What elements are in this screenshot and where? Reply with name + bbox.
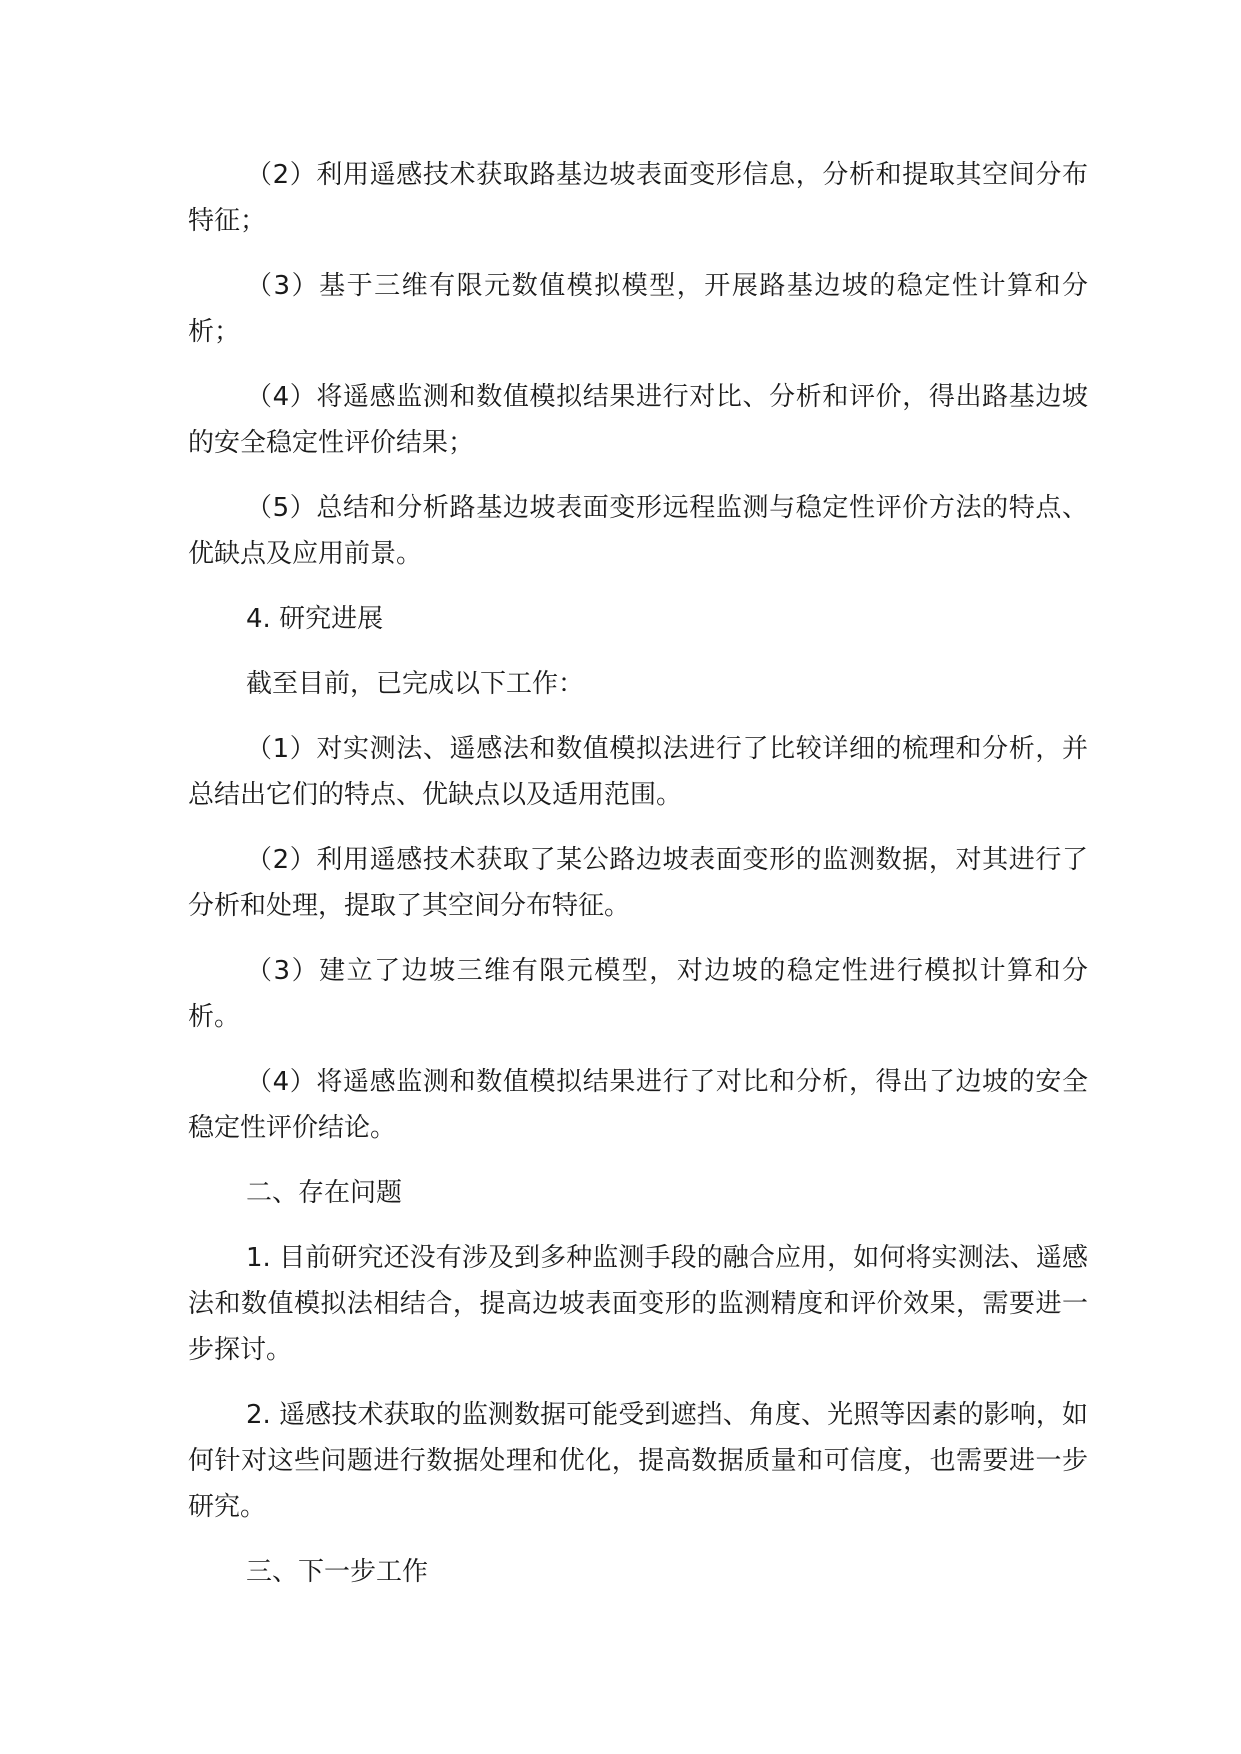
list-item-objective-5: （5）总结和分析路基边坡表面变形远程监测与稳定性评价方法的特点、优缺点及应用前景。 (188, 493, 1088, 569)
list-item-objective-3: （3）基于三维有限元数值模拟模型，开展路基边坡的稳定性计算和分析； (188, 271, 1088, 347)
section-heading-next-steps: 三、下一步工作 (246, 1557, 429, 1587)
list-item-problem-2: 2. 遥感技术获取的监测数据可能受到遮挡、角度、光照等因素的影响，如何针对这些问题进行数据处理和优化，提高数据质量和可信度，也需要进一步研究。 (188, 1400, 1088, 1522)
progress-intro: 截至目前，已完成以下工作： (246, 669, 585, 699)
list-item-progress-4: （4）将遥感监测和数值模拟结果进行了对比和分析，得出了边坡的安全稳定性评价结论。 (188, 1067, 1088, 1143)
list-item-problem-1: 1. 目前研究还没有涉及到多种监测手段的融合应用，如何将实测法、遥感法和数值模拟法相结合，提高边坡表面变形的监测精度和评价效果，需要进一步探讨。 (188, 1243, 1088, 1365)
section-heading-progress: 4. 研究进展 (246, 604, 384, 634)
list-item-objective-2: （2）利用遥感技术获取路基边坡表面变形信息，分析和提取其空间分布特征； (188, 160, 1088, 236)
list-item-progress-1: （1）对实测法、遥感法和数值模拟法进行了比较详细的梳理和分析，并总结出它们的特点、优缺点以及适用范围。 (188, 734, 1088, 810)
list-item-progress-3: （3）建立了边坡三维有限元模型，对边坡的稳定性进行模拟计算和分析。 (188, 956, 1088, 1032)
document-body (188, 152, 1088, 1614)
section-heading-problems: 二、存在问题 (246, 1178, 403, 1208)
list-item-progress-2: （2）利用遥感技术获取了某公路边坡表面变形的监测数据，对其进行了分析和处理，提取了其空间分布特征。 (188, 845, 1088, 921)
list-item-objective-4: （4）将遥感监测和数值模拟结果进行对比、分析和评价，得出路基边坡的安全稳定性评价结果； (188, 382, 1088, 458)
